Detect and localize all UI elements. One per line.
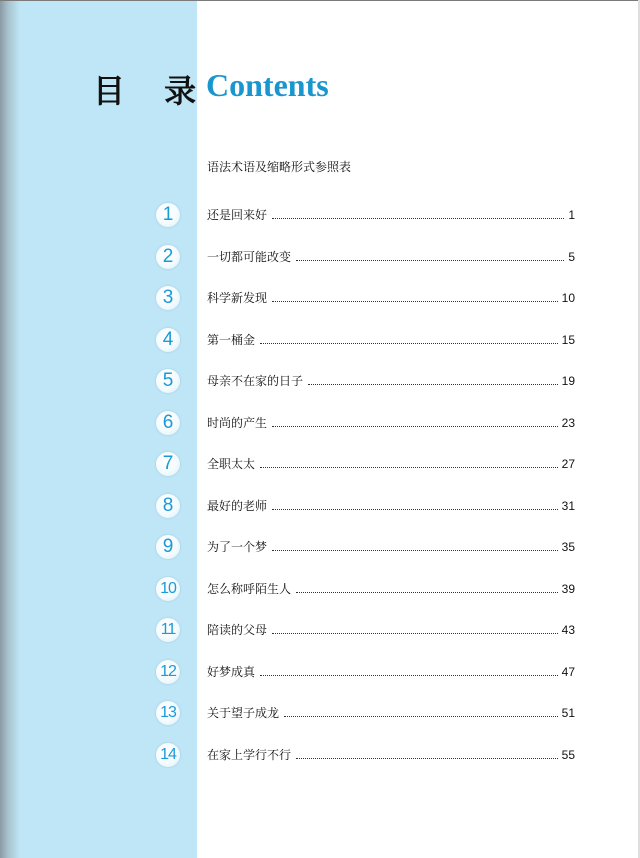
toc-entry-line: [207, 496, 575, 516]
toc-entry-line: [207, 205, 575, 225]
chapter-title[interactable]: 时尚的产生: [207, 415, 268, 430]
page-number: 39: [561, 581, 575, 596]
toc-entry-line: [207, 579, 575, 599]
chapter-number-badge: 3: [156, 286, 180, 310]
toc-entry-line: [207, 703, 575, 723]
dot-leader: [260, 342, 558, 344]
dot-leader: [260, 466, 558, 468]
toc-entry[interactable]: [0, 286, 640, 322]
chapter-title[interactable]: 第一桶金: [207, 332, 256, 347]
toc-entry-line: [207, 413, 575, 433]
page-number: 27: [561, 457, 575, 471]
page-number: 31: [561, 498, 575, 513]
page-number: 1: [568, 208, 575, 222]
dot-leader: [272, 549, 558, 551]
toc-entry[interactable]: [0, 245, 640, 281]
dot-leader: [296, 259, 564, 261]
page-number: 47: [561, 664, 575, 679]
page-number: 15: [561, 332, 575, 347]
toc-entry-line: [207, 330, 575, 350]
chapter-number-badge: 13: [156, 701, 180, 725]
chapter-title[interactable]: 为了一个梦: [207, 540, 268, 554]
chapter-number-badge: 9: [156, 535, 180, 559]
toc-entry-line: [207, 247, 575, 267]
toc-entry-line: [207, 454, 575, 474]
chapter-number-badge: 1: [156, 203, 180, 227]
toc-entry[interactable]: [0, 660, 640, 696]
page-number: 51: [561, 706, 575, 720]
toc-entry[interactable]: [0, 701, 640, 737]
dot-leader: [272, 300, 558, 302]
chapter-number-badge: 11: [156, 618, 180, 642]
chapter-title[interactable]: 全职太太: [207, 457, 256, 471]
toc-entry-line: [207, 288, 575, 308]
dot-leader: [272, 508, 558, 510]
page-number: 43: [561, 623, 575, 637]
page-number: 19: [561, 374, 575, 388]
page-number: 35: [561, 540, 575, 554]
chapter-title[interactable]: 最好的老师: [207, 498, 268, 513]
toc-entry[interactable]: [0, 369, 640, 405]
chapter-number-badge: 6: [156, 411, 180, 435]
chapter-number-badge: 12: [156, 660, 180, 684]
toc-entry[interactable]: [0, 203, 640, 239]
chapter-title[interactable]: 关于望子成龙: [207, 706, 280, 720]
dot-leader: [260, 674, 558, 676]
toc-entry-line: [207, 745, 575, 765]
chapter-title[interactable]: 科学新发现: [207, 291, 268, 305]
toc-entry-line: [207, 620, 575, 640]
chapter-number-badge: 7: [156, 452, 180, 476]
toc-entry[interactable]: [0, 452, 640, 488]
grammar-reference-entry[interactable]: 语法术语及缩略形式参照表: [207, 160, 352, 174]
chapter-title[interactable]: 母亲不在家的日子: [207, 374, 304, 388]
page-number: 23: [561, 415, 575, 430]
dot-leader: [272, 632, 558, 634]
chapter-number-badge: 5: [156, 369, 180, 393]
toc-entry[interactable]: [0, 618, 640, 654]
page-number: 55: [561, 747, 575, 762]
page-title-english: Contents: [206, 67, 329, 103]
toc-entry[interactable]: [0, 328, 640, 364]
chapter-title[interactable]: 在家上学行不行: [207, 747, 292, 762]
dot-leader: [308, 383, 558, 385]
toc-entry[interactable]: [0, 411, 640, 447]
toc-entry-line: [207, 662, 575, 682]
page-title-chinese: 目 录: [93, 72, 211, 110]
chapter-title[interactable]: 好梦成真: [207, 664, 256, 679]
chapter-number-badge: 8: [156, 494, 180, 518]
chapter-number-badge: 10: [156, 577, 180, 601]
dot-leader: [296, 757, 558, 759]
toc-entry[interactable]: [0, 494, 640, 530]
toc-entry-line: [207, 371, 575, 391]
dot-leader: [296, 591, 558, 593]
page-number: 10: [561, 291, 575, 305]
chapter-title[interactable]: 怎么称呼陌生人: [207, 581, 292, 596]
top-border: [0, 0, 640, 1]
chapter-number-badge: 14: [156, 743, 180, 767]
dot-leader: [272, 425, 558, 427]
toc-entry[interactable]: [0, 535, 640, 571]
dot-leader: [272, 217, 564, 219]
toc-entry[interactable]: [0, 577, 640, 613]
chapter-title[interactable]: 一切都可能改变: [207, 249, 292, 264]
page-number: 5: [568, 249, 575, 264]
chapter-number-badge: 4: [156, 328, 180, 352]
toc-entry-line: [207, 537, 575, 557]
chapter-number-badge: 2: [156, 245, 180, 269]
chapter-title[interactable]: 还是回来好: [207, 208, 268, 222]
chapter-title[interactable]: 陪读的父母: [207, 623, 268, 637]
toc-entry[interactable]: [0, 743, 640, 779]
dot-leader: [284, 715, 558, 717]
